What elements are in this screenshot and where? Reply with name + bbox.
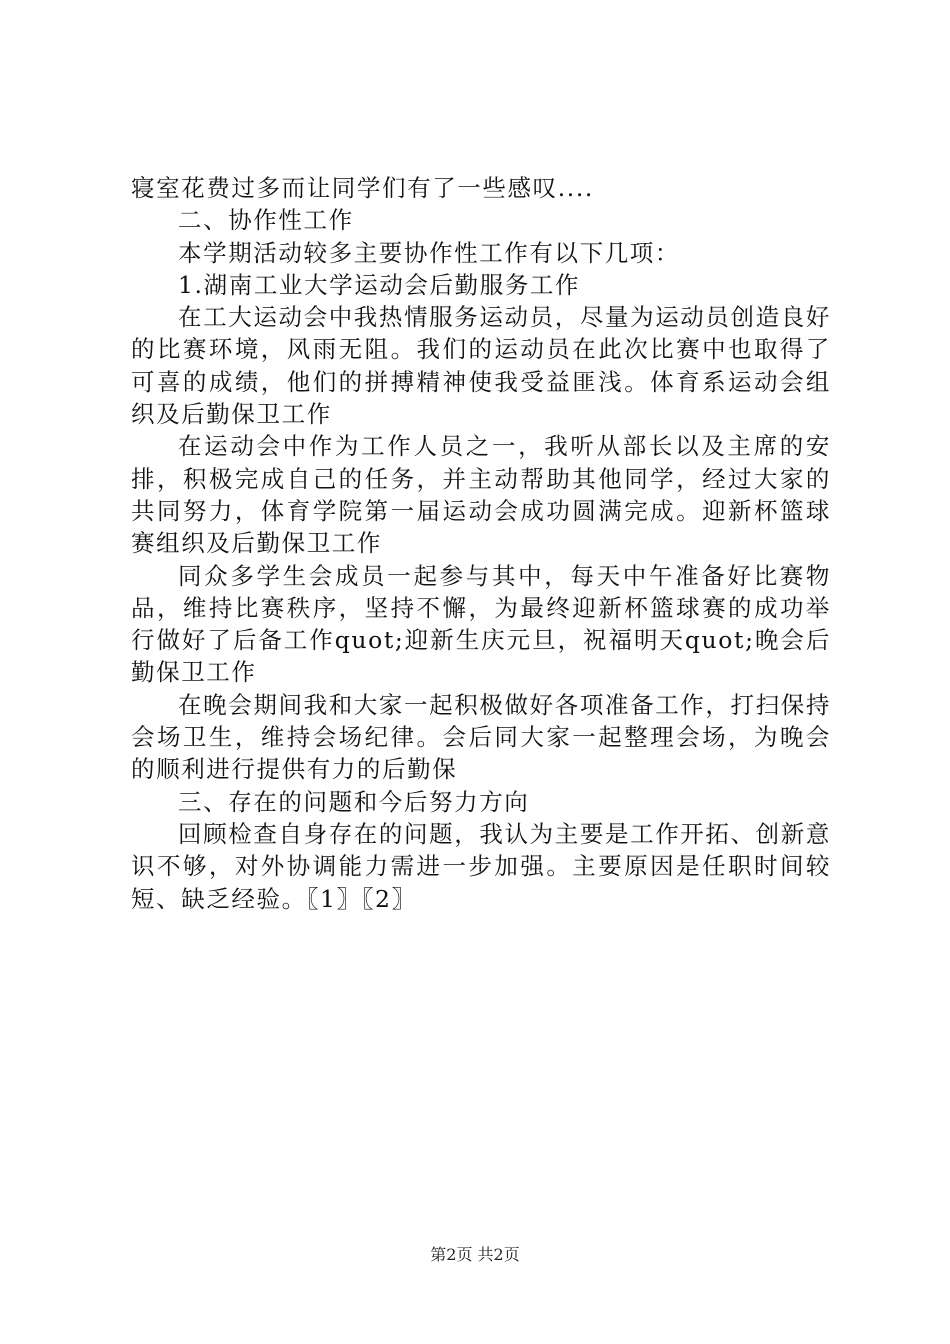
document-body: [131, 172, 831, 915]
paragraph-staff-work: 在运动会中作为工作人员之一，我听从部长以及主席的安排，积极完成自己的任务，并主动帮助其他同学，经过大家的共同努力，体育学院第一届运动会成功圆满完成。迎新杯篮球赛组织及后勤保卫工作: [131, 432, 831, 558]
heading-section-two: 二、协作性工作: [178, 206, 354, 235]
paragraph-basketball: 同众多学生会成员一起参与其中，每天中午准备好比赛物品，维持比赛秩序，坚持不懈，为最终迎新杯篮球赛的成功举行做好了后备工作quot;迎新生庆元旦，祝福明天quot;晚会后勤保卫工作: [131, 561, 831, 687]
page-footer: 第2页 共2页: [430, 1245, 520, 1264]
paragraph-evening-party: 在晚会期间我和大家一起积极做好各项准备工作，打扫保持会场卫生，维持会场纪律。会后同大家一起整理会场，为晚会的顺利进行提供有力的后勤保: [131, 690, 831, 784]
heading-item-one: 1.湖南工业大学运动会后勤服务工作: [178, 270, 581, 299]
paragraph-continuation: 寝室花费过多而让同学们有了一些感叹....: [131, 174, 594, 202]
paragraph-sports-meet: 在工大运动会中我热情服务运动员，尽量为运动员创造良好的比赛环境，风雨无阻。我们的运动员在此次比赛中也取得了可喜的成绩，他们的拼搏精神使我受益匪浅。体育系运动会组织及后勤保卫工作: [131, 303, 831, 429]
heading-section-three: 三、存在的问题和今后努力方向: [178, 787, 530, 816]
paragraph-intro: 本学期活动较多主要协作性工作有以下几项：: [178, 238, 680, 267]
paragraph-review: 回顾检查自身存在的问题，我认为主要是工作开拓、创新意识不够，对外协调能力需进一步加强。主要原因是任职时间较短、缺乏经验。〖1〗〖2〗: [131, 819, 831, 913]
